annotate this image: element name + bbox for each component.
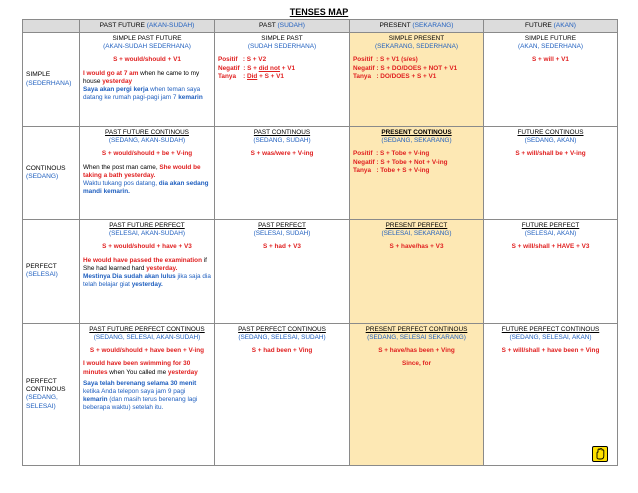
- header-past-future: PAST FUTURE (AKAN-SUDAH): [80, 20, 215, 33]
- cell-simple-present: SIMPLE PRESENT (SEKARANG, SEDERHANA) Positif : S + V1 (s/es) Negatif : S + DO/DOES + NOT + V1 Tanya : DO/DOES + S + V1: [350, 33, 484, 127]
- cell-perfect-past: PAST PERFECT (SELESAI, SUDAH) S + had + V3: [215, 219, 350, 323]
- cell-simple-past-future: SIMPLE PAST FUTURE (AKAN-SUDAH SEDERHANA) S + would/should + V1 I would go at 7 am when he came to my house yesterday Saya akan pergi kerja when teman saya datang ke rumah pagi-pagi jam 7 kemarin: [80, 33, 215, 127]
- cell-perfect-continous-future: FUTURE PERFECT CONTINOUS (SEDANG, SELESAI, AKAN) S + will/shall + have been + Ving: [484, 323, 618, 465]
- cell-continous-present: PRESENT CONTINOUS (SEDANG, SEKARANG) Positif : S + Tobe + V-ing Negatif : S + Tobe + Not + V-ing Tanya : Tobe + S + V-ing: [350, 127, 484, 220]
- cell-simple-future: SIMPLE FUTURE (AKAN, SEDERHANA) S + will + V1: [484, 33, 618, 127]
- cell-perfect-present: PRESENT PERFECT (SELESAI, SEKARANG) S + have/has + V3: [350, 219, 484, 323]
- cell-perfect-continous-present: PRESENT PERFECT CONTINOUS (SEDANG, SELESAI SEKARANG) S + have/has been + Ving Since, for: [350, 323, 484, 465]
- tenses-table: [22, 19, 618, 466]
- cell-simple-past: SIMPLE PAST (SUDAH SEDERHANA) Positif : S + V2 Negatif : S + did not + V1 Tanya : Did + S + V1: [215, 33, 350, 127]
- page-title: TENSES MAP: [289, 7, 349, 17]
- hand-stop-icon: [592, 446, 608, 462]
- header-past: PAST (SUDAH): [215, 20, 350, 33]
- row-continous: [23, 127, 618, 220]
- cell-perfect-continous-past-future: PAST FUTURE PERFECT CONTINOUS (SEDANG, SELESAI, AKAN-SUDAH) S + would/should + have been + V-ing I would have been swimming for 30 minutes when You called me yesterday Saya telah berenang selama 30 menit ketika Anda telepon saya jam 9 pagi kemarin (dan masih terus berenang lagi beberapa waktu) setelah itu.: [80, 323, 215, 465]
- corner-cell: [23, 20, 80, 33]
- header-future: FUTURE (AKAN): [484, 20, 618, 33]
- cell-continous-future: FUTURE CONTINOUS (SEDANG, AKAN) S + will/shall be + V-ing: [484, 127, 618, 220]
- header-row: [23, 20, 618, 33]
- cell-perfect-past-future: PAST FUTURE PERFECT (SELESAI, AKAN-SUDAH) S + would/should + have + V3 He would have passed the examination if She had learned hard yesterday. Mestinya Dia sudah akan lulus jika saja dia telah belajar giat yesterday.: [80, 219, 215, 323]
- cell-perfect-continous-past: PAST PERFECT CONTINOUS (SEDANG, SELESAI, SUDAH) S + had been + Ving: [215, 323, 350, 465]
- row-perfect-continous: [23, 323, 618, 465]
- cell-continous-past-future: PAST FUTURE CONTINOUS (SEDANG, AKAN-SUDAH) S + would/should + be + V-ing When the post man came, She would be taking a bath yesterday. Waktu tukang pos datang, dia akan sedang mandi kemarin.: [80, 127, 215, 220]
- header-present: PRESENT (SEKARANG): [350, 20, 484, 33]
- cell-continous-past: PAST CONTINOUS (SEDANG, SUDAH) S + was/were + V-ing: [215, 127, 350, 220]
- row-label-perfect: PERFECT (SELESAI): [23, 219, 80, 323]
- cell-perfect-future: FUTURE PERFECT (SELESAI, AKAN) S + will/shall + HAVE + V3: [484, 219, 618, 323]
- row-label-perfect-continous: PERFECT CONTINOUS (SEDANG, SELESAI): [23, 323, 80, 465]
- row-label-continous: CONTINOUS (SEDANG): [23, 127, 80, 220]
- row-label-simple: SIMPLE (SEDERHANA): [23, 33, 80, 127]
- row-simple: [23, 33, 618, 127]
- row-perfect: [23, 219, 618, 323]
